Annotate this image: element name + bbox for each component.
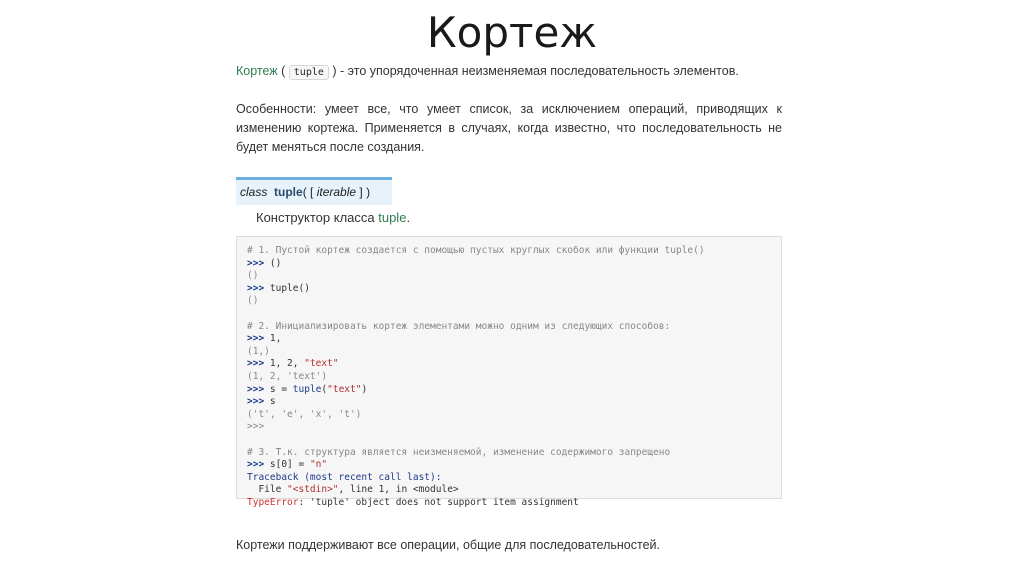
code-blank-line (247, 434, 771, 447)
code-input: s[0] = (264, 459, 310, 471)
constructor-end: . (406, 210, 411, 225)
code-line (247, 384, 771, 397)
code-string: "n" (309, 459, 328, 471)
traceback-file-string: "<stdin>" (287, 484, 339, 496)
code-input: 1, 2, (264, 358, 305, 370)
code-input: () (264, 257, 282, 269)
code-block (236, 236, 782, 508)
code-blank-line (247, 308, 771, 321)
code-input: ( (321, 383, 328, 395)
code-builtin: tuple (292, 383, 322, 395)
intro-paragraph (236, 62, 782, 82)
traceback-file-prefix: File (247, 484, 288, 496)
code-line (247, 258, 771, 271)
code-comment: # 3. Т.к. структура является неизменяемой, изменение содержимого запрещено (247, 446, 671, 458)
error-message: : 'tuple' object does not support item assignment (298, 496, 579, 508)
code-comment: # 1. Пустой кортеж создается с помощью пустых круглых скобок или функции tuple() (247, 245, 705, 256)
constructor-description (256, 208, 782, 227)
code-prompt: >>> (247, 459, 265, 471)
intro-definition: - это упорядоченная неизменяемая последовательность элементов. (336, 64, 739, 78)
tuple-inline-code: tuple (289, 65, 329, 80)
code-input: s = (264, 383, 293, 395)
code-output: (1, 2, 'text') (247, 370, 328, 382)
code-output: ('t', 'e', 'x', 't') (247, 408, 362, 420)
slide-content (236, 62, 782, 508)
code-prompt: >>> (247, 333, 265, 345)
signature-close: ] ) (359, 185, 371, 199)
code-prompt: >>> (247, 282, 265, 294)
code-output: () (247, 270, 259, 282)
features-paragraph: Особенности: умеет все, что умеет список, за исключением операций, приводящих к изменению кортежа. Применяется в случаях, когда известно, что последовательность не будет меняться после создания. (236, 102, 782, 154)
constructor-link[interactable]: tuple (378, 210, 407, 225)
error-line (247, 497, 771, 510)
intro-open-paren: ( (277, 64, 289, 78)
code-line (247, 283, 771, 296)
intro-close-paren: ) (328, 64, 337, 78)
traceback-file-line (247, 484, 771, 497)
signature-open: ( [ (302, 185, 314, 199)
code-string: "text" (304, 358, 339, 370)
code-line (247, 459, 771, 472)
traceback-file-suffix: , line 1, in <module> (338, 484, 459, 496)
footer-text: Кортежи поддерживают все операции, общие для последовательностей. (236, 538, 660, 552)
code-input: 1, (264, 333, 282, 345)
code-line (247, 358, 771, 371)
code-line (247, 333, 771, 346)
code-input: tuple() (264, 282, 310, 294)
code-line (247, 396, 771, 409)
signature-keyword: class (240, 185, 268, 199)
slide-title: Кортеж (426, 8, 598, 57)
code-empty-prompt: >>> (247, 421, 265, 433)
intro-term: Кортеж (236, 64, 278, 78)
code-comment: # 2. Инициализировать кортеж элементами можно одним из следующих способов: (247, 320, 671, 332)
code-prompt: >>> (247, 358, 265, 370)
constructor-text: Конструктор класса (256, 210, 379, 225)
code-output: () (247, 295, 259, 307)
signature-arg: iterable (316, 185, 357, 199)
code-input: ) (361, 383, 368, 395)
class-signature (236, 177, 392, 205)
code-prompt: >>> (247, 396, 265, 408)
error-name: TypeError (247, 496, 299, 508)
code-input: s (264, 396, 276, 408)
code-output: (1,) (247, 345, 270, 357)
code-prompt: >>> (247, 383, 265, 395)
signature-name: tuple (274, 185, 303, 199)
code-prompt: >>> (247, 257, 265, 269)
traceback-header: Traceback (most recent call last): (247, 471, 442, 483)
code-string: "text" (327, 383, 362, 395)
